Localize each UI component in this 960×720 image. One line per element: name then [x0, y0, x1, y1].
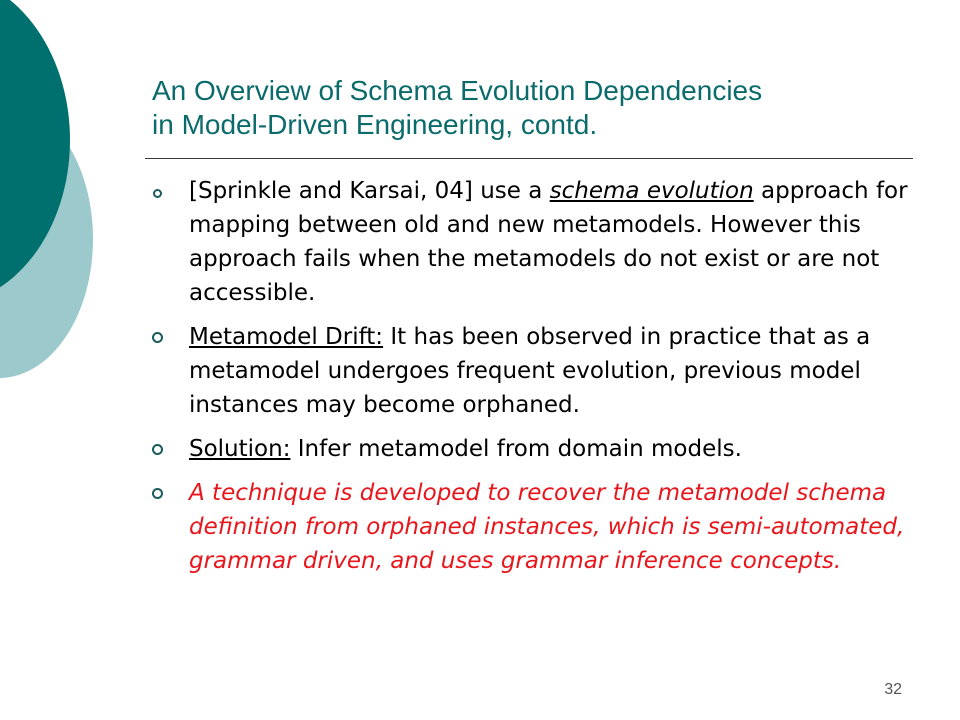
- bullet-text-highlight: A technique is developed to recover the metamodel schema definition from orphaned instances, which is semi-automated, grammar driven, and uses grammar inference concepts.: [189, 480, 905, 574]
- bullet-term-solution: Solution:: [189, 436, 291, 462]
- bullet-text: Infer metamodel from domain models.: [290, 436, 742, 462]
- bullet-ring-icon: [153, 189, 162, 198]
- bullet-item-solution: [152, 432, 912, 466]
- bullet-ring-icon: [152, 332, 163, 343]
- slide-title: [152, 74, 932, 142]
- slide-title-line-1: An Overview of Schema Evolution Dependencies: [152, 75, 763, 106]
- bullet-text: It has been observed in practice that as a metamodel undergoes frequent evolution, previous model instances may become orphaned.: [189, 324, 871, 418]
- bullet-ring-icon: [152, 444, 163, 455]
- bullet-item-sprinkle-karsai: [152, 174, 912, 310]
- slide-title-line-2: in Model-Driven Engineering, contd.: [152, 109, 598, 140]
- bullet-text-part1: [Sprinkle and Karsai, 04] use a: [189, 178, 550, 204]
- page-number: 32: [884, 681, 902, 698]
- bullet-term-metamodel-drift: Metamodel Drift:: [189, 324, 384, 350]
- bullet-emphasis-schema-evolution: schema evolution: [549, 178, 754, 204]
- bullet-ring-icon: [152, 488, 163, 499]
- bullet-item-metamodel-drift: [152, 320, 912, 422]
- bullet-item-technique: [152, 476, 912, 578]
- bullet-text-part2: approach for mapping between old and new metamodels. However this approach fails when the metamodels do not exist or are not accessible.: [189, 178, 908, 306]
- bullet-list: [152, 174, 912, 588]
- title-divider: [145, 158, 913, 159]
